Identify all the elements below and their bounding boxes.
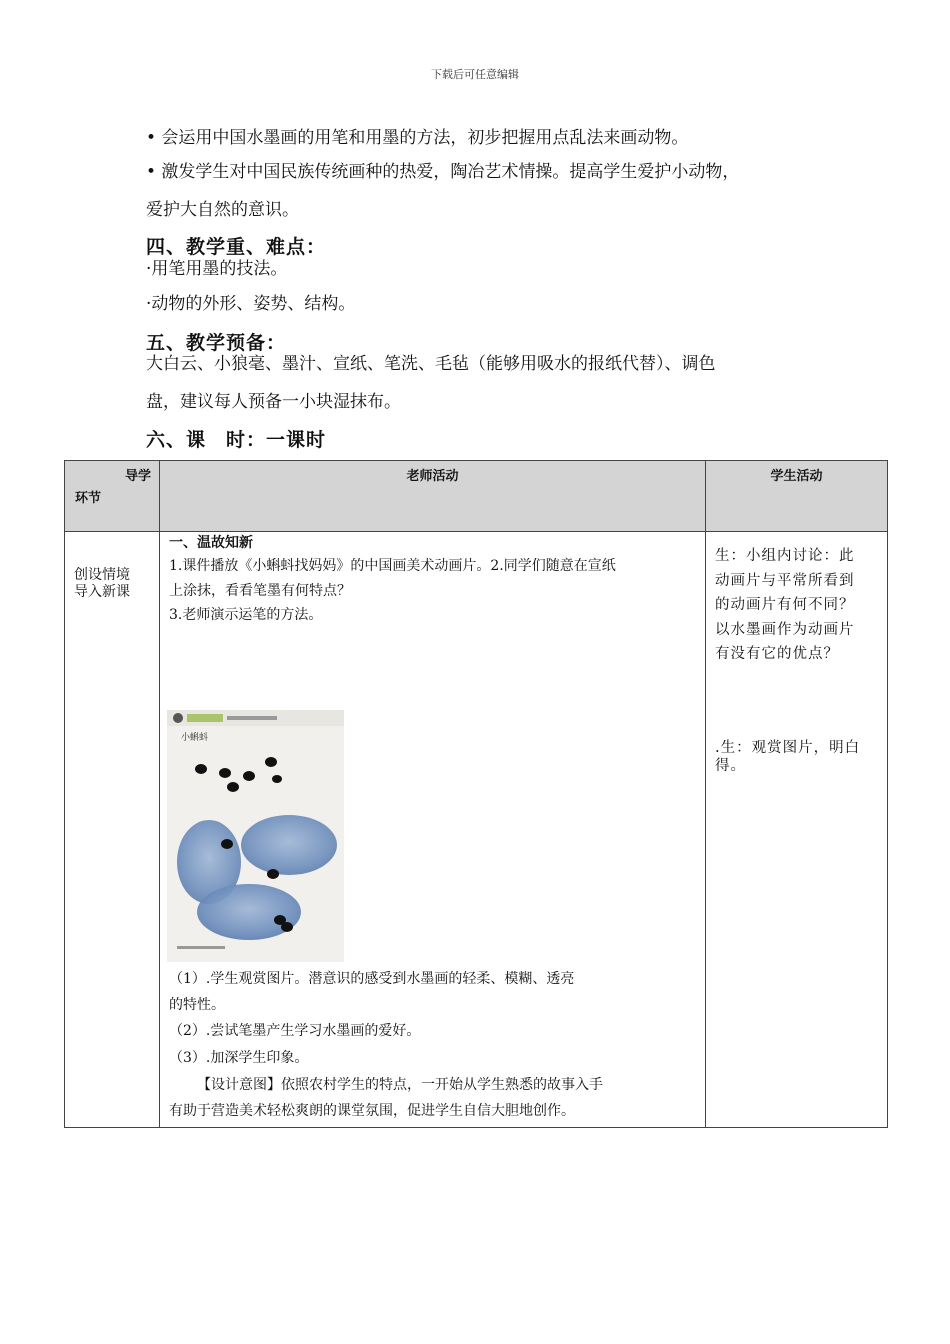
ink-painting-picture [167, 710, 344, 962]
teacher-line-3: 3.老师演示运笔的方法。 [169, 607, 323, 623]
student-line-4: 以水墨画作为动画片 [715, 621, 855, 638]
student-line-2: 动画片与平常所看到 [715, 572, 855, 589]
after-line-4: （3）.加深学生印象。 [169, 1050, 309, 1066]
section-6-title: 六、课 时：一课时 [146, 429, 327, 451]
picture-caption: 小蝌蚪 [181, 733, 209, 743]
header-teacher [160, 461, 706, 532]
section-4-item-1: ·用笔用墨的技法。 [146, 259, 288, 279]
design-intent-line-2: 有助于营造美术轻松爽朗的课堂氛围，促进学生自信大胆地创作。 [169, 1103, 575, 1119]
section-5-line-1: 大白云、小狼毫、墨汁、宣纸、笔洗、毛毡（能够用吸水的报纸代替）、调色 [146, 354, 716, 374]
section-5-line-2: 盘，建议每人预备一小块湿抹布。 [146, 392, 401, 412]
objective-3: 爱护大自然的意识。 [146, 200, 299, 220]
student-line-3: 的动画片有何不同？ [715, 597, 855, 613]
header-stage [65, 461, 160, 532]
teacher-title: 一、温故知新 [169, 535, 253, 551]
stage-line-1: 创设情境 [74, 567, 130, 583]
stage-cell [65, 532, 160, 1128]
header-teacher-label: 老师活动 [406, 469, 459, 484]
header-note: 下载后可任意编辑 [431, 68, 519, 81]
header-stage-line-2: 环节 [75, 491, 102, 506]
teacher-line-1: 1.课件播放《小蝌蚪找妈妈》的中国画美术动画片。2.同学们随意在宣纸 [169, 558, 616, 574]
section-4-title: 四、教学重、难点： [146, 236, 327, 258]
header-student-label: 学生活动 [770, 469, 823, 484]
design-intent-line-1: 【设计意图】依照农村学生的特点，一开始从学生熟悉的故事入手 [197, 1077, 603, 1093]
student-line-7: 得。 [715, 757, 746, 774]
student-line-6: .生：观赏图片，明白 [715, 739, 861, 756]
after-line-3: （2）.尝试笔墨产生学习水墨画的爱好。 [169, 1023, 421, 1039]
section-4-item-2: ·动物的外形、姿势、结构。 [146, 294, 356, 314]
after-line-2: 的特性。 [169, 997, 225, 1013]
header-student [706, 461, 888, 532]
header-stage-line-1: 导学 [124, 469, 151, 484]
objective-2: • 激发学生对中国民族传统画种的热爱，陶冶艺术情操。提高学生爱护小动物， [146, 162, 740, 182]
teacher-cell [160, 532, 706, 1128]
student-line-5: 有没有它的优点？ [715, 646, 839, 662]
tadpole-painting [167, 710, 344, 962]
section-5-title: 五、教学预备： [146, 332, 287, 354]
after-line-1: （1）.学生观赏图片。潜意识的感受到水墨画的轻柔、模糊、透亮 [169, 971, 575, 987]
lesson-table [64, 460, 888, 1128]
student-line-1: 生：小组内讨论：此 [715, 548, 855, 564]
student-cell [706, 532, 888, 1128]
objective-1: • 会运用中国水墨画的用笔和用墨的方法，初步把握用点乱法来画动物。 [146, 128, 689, 148]
teacher-line-2: 上涂抹，看看笔墨有何特点？ [169, 583, 351, 599]
stage-line-2: 导入新课 [74, 584, 130, 600]
